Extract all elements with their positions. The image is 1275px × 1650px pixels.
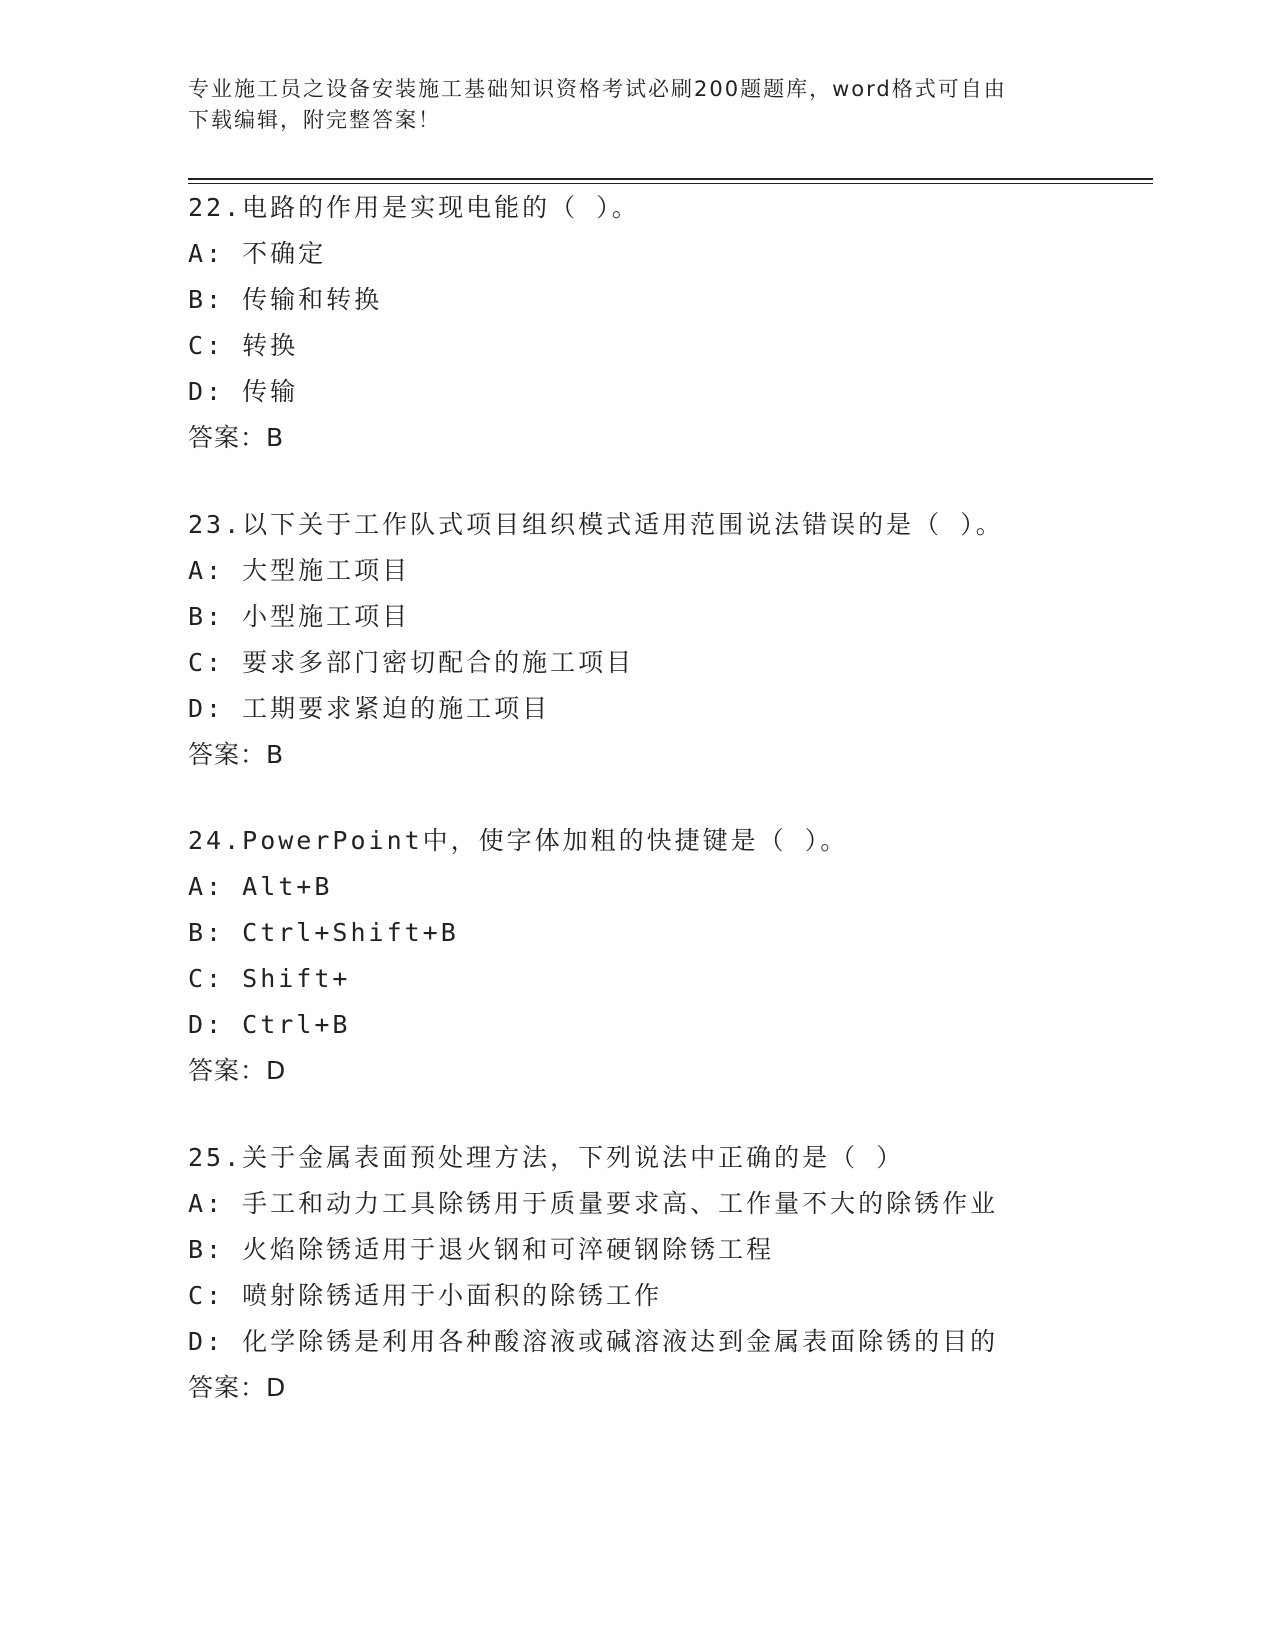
- option-a: A: 大型施工项目: [188, 556, 411, 585]
- answer: 答案：D: [188, 1056, 287, 1085]
- answer: 答案：B: [188, 740, 285, 769]
- header-divider-thick: [188, 178, 1153, 180]
- question-stem: 25.关于金属表面预处理方法，下列说法中正确的是（ ）: [188, 1143, 905, 1172]
- option-c: C: 转换: [188, 331, 299, 360]
- question-22: [188, 185, 1148, 461]
- option-b: B: Ctrl+Shift+B: [188, 918, 459, 947]
- option-b: B: 传输和转换: [188, 285, 383, 314]
- document-header: [188, 74, 1068, 136]
- question-25: [188, 1135, 1148, 1411]
- header-line-2: 下载编辑，附完整答案！: [188, 108, 441, 132]
- question-24: [188, 818, 1148, 1094]
- option-d: D: 工期要求紧迫的施工项目: [188, 694, 551, 723]
- option-d: D: 化学除锈是利用各种酸溶液或碱溶液达到金属表面除锈的目的: [188, 1327, 999, 1356]
- answer: 答案：B: [188, 423, 285, 452]
- option-a: A: 手工和动力工具除锈用于质量要求高、工作量不大的除锈作业: [188, 1189, 999, 1218]
- option-a: A: 不确定: [188, 239, 327, 268]
- answer: 答案：D: [188, 1373, 287, 1402]
- question-23: [188, 502, 1148, 778]
- option-d: D: 传输: [188, 377, 299, 406]
- option-b: B: 小型施工项目: [188, 602, 411, 631]
- option-c: C: 要求多部门密切配合的施工项目: [188, 648, 635, 677]
- question-stem: 24.PowerPoint中，使字体加粗的快捷键是（ ）。: [188, 826, 849, 855]
- option-c: C: Shift+: [188, 964, 351, 993]
- header-divider-thin: [188, 183, 1153, 184]
- option-b: B: 火焰除锈适用于退火钢和可淬硬钢除锈工程: [188, 1235, 775, 1264]
- header-line-1: 专业施工员之设备安装施工基础知识资格考试必刷200题题库，word格式可自由: [188, 77, 1007, 101]
- question-stem: 22.电路的作用是实现电能的（ ）。: [188, 193, 640, 222]
- option-d: D: Ctrl+B: [188, 1010, 351, 1039]
- question-stem: 23.以下关于工作队式项目组织模式适用范围说法错误的是（ ）。: [188, 510, 1004, 539]
- option-c: C: 喷射除锈适用于小面积的除锈工作: [188, 1281, 663, 1310]
- option-a: A: Alt+B: [188, 872, 333, 901]
